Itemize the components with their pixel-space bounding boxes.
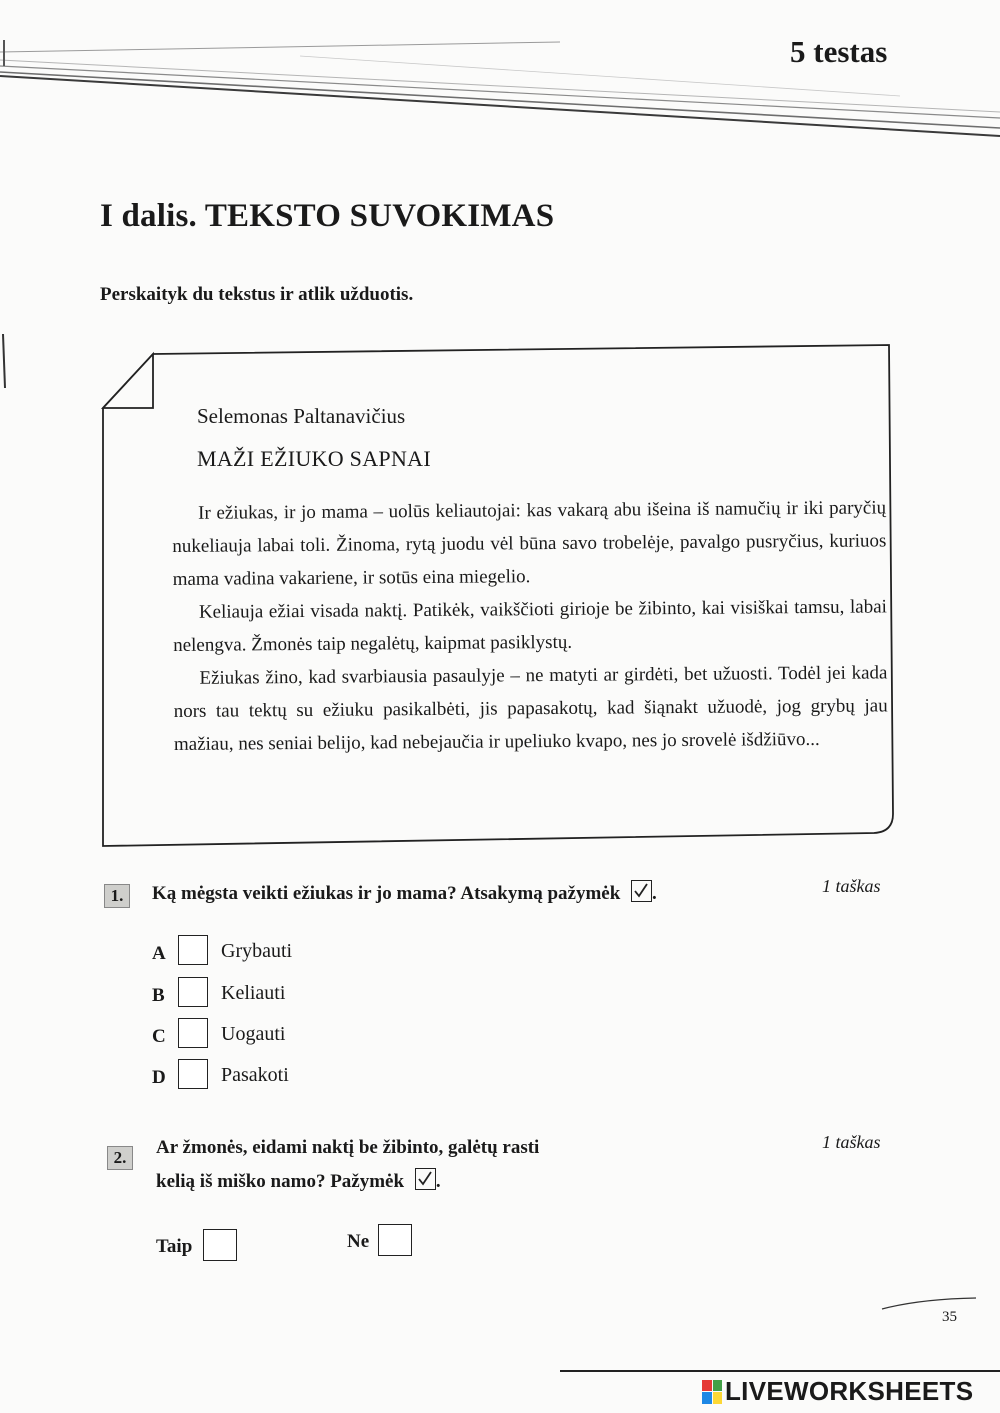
option-b-text: Keliauti bbox=[221, 982, 286, 1004]
question-2-line1: Ar žmonės, eidami naktį be žibinto, galėtų rasti bbox=[156, 1137, 540, 1158]
option-a-letter: A bbox=[152, 943, 166, 964]
watermark-text: LIVEWORKSHEETS bbox=[725, 1376, 974, 1406]
answer-yes-label: Taip bbox=[156, 1236, 193, 1257]
option-a-checkbox[interactable] bbox=[178, 935, 208, 965]
story-paragraph: Ir ežiukas, ir jo mama – uolūs keliautojai: kas vakarą abu išeina iš namučių ir iki paryčių nukeliauja labai toli. Žinoma, rytą juodu vėl būna savo trobelėje, pavalgo pusryčius, kuriuos mama vadina vakariene, ir sotūs eina miegelio. bbox=[172, 497, 887, 590]
question-2-end: . bbox=[435, 1171, 441, 1192]
checkbox-checked-icon bbox=[631, 880, 652, 902]
liveworksheets-watermark bbox=[702, 1376, 973, 1407]
story-title: MAŽI EŽIUKO SAPNAI bbox=[197, 446, 431, 471]
story-paragraph: Keliauja ežiai visada naktį. Patikėk, vaikščioti girioje be žibinto, kai visiškai tamsu, labai nelengva. Žmonės taip negalėtų, kaipmat pasiklystų. bbox=[173, 596, 887, 656]
question-2-points: 1 taškas bbox=[822, 1132, 881, 1152]
part-title: I dalis. TEKSTO SUVOKIMAS bbox=[100, 198, 555, 234]
liveworksheets-logo-icon bbox=[702, 1380, 722, 1404]
option-c-text: Uogauti bbox=[221, 1023, 286, 1045]
option-c-letter: C bbox=[152, 1026, 166, 1047]
scan-bottom-edge bbox=[0, 1369, 1000, 1373]
footer-rule bbox=[880, 1293, 980, 1313]
option-a-text: Grybauti bbox=[221, 940, 293, 962]
question-2-line2 bbox=[156, 1168, 441, 1193]
option-d-checkbox[interactable] bbox=[178, 1059, 208, 1089]
logo-tile bbox=[713, 1380, 723, 1392]
question-1-badge: 1. bbox=[104, 884, 130, 908]
page-number: 35 bbox=[942, 1309, 957, 1325]
option-c-checkbox[interactable] bbox=[178, 1018, 208, 1048]
answer-no-label: Ne bbox=[347, 1231, 370, 1252]
instruction: Perskaityk du tekstus ir atlik užduotis. bbox=[100, 284, 414, 305]
question-2-prompt: kelią iš miško namo? Pažymėk bbox=[156, 1171, 405, 1192]
option-d-letter: D bbox=[152, 1067, 166, 1088]
logo-tile bbox=[702, 1392, 712, 1404]
question-1-end: . bbox=[652, 883, 657, 904]
test-label: 5 testas bbox=[790, 34, 888, 69]
checkbox-checked-icon bbox=[415, 1168, 436, 1190]
option-d-text: Pasakoti bbox=[221, 1064, 289, 1086]
story-author: Selemonas Paltanavičius bbox=[197, 404, 406, 428]
story-text bbox=[172, 491, 888, 761]
question-1-points: 1 taškas bbox=[822, 876, 881, 896]
logo-tile bbox=[702, 1380, 712, 1392]
answer-no-checkbox[interactable] bbox=[378, 1224, 412, 1256]
option-b-checkbox[interactable] bbox=[178, 977, 208, 1007]
option-b-letter: B bbox=[152, 985, 165, 1006]
logo-tile bbox=[713, 1392, 723, 1404]
question-1-prompt: Ką mėgsta veikti ežiukas ir jo mama? Atsakymą pažymėk bbox=[152, 883, 621, 904]
question-1-text bbox=[152, 880, 657, 905]
question-2-badge: 2. bbox=[107, 1146, 133, 1170]
story-paragraph: Ežiukas žino, kad svarbiausia pasaulyje – ne matyti ar girdėti, bet užuosti. Todėl jei kada nors tau tektų su ežiuku pasikalbėti, jis papasakotų, kad šiąnakt užuodė, jog grybų jau mažiau, nes seniai belijo, kad nebejaučia ir upeliuko kvapo, nes jo srovelė išdžiūvo... bbox=[173, 662, 888, 755]
answer-yes-checkbox[interactable] bbox=[203, 1229, 237, 1261]
